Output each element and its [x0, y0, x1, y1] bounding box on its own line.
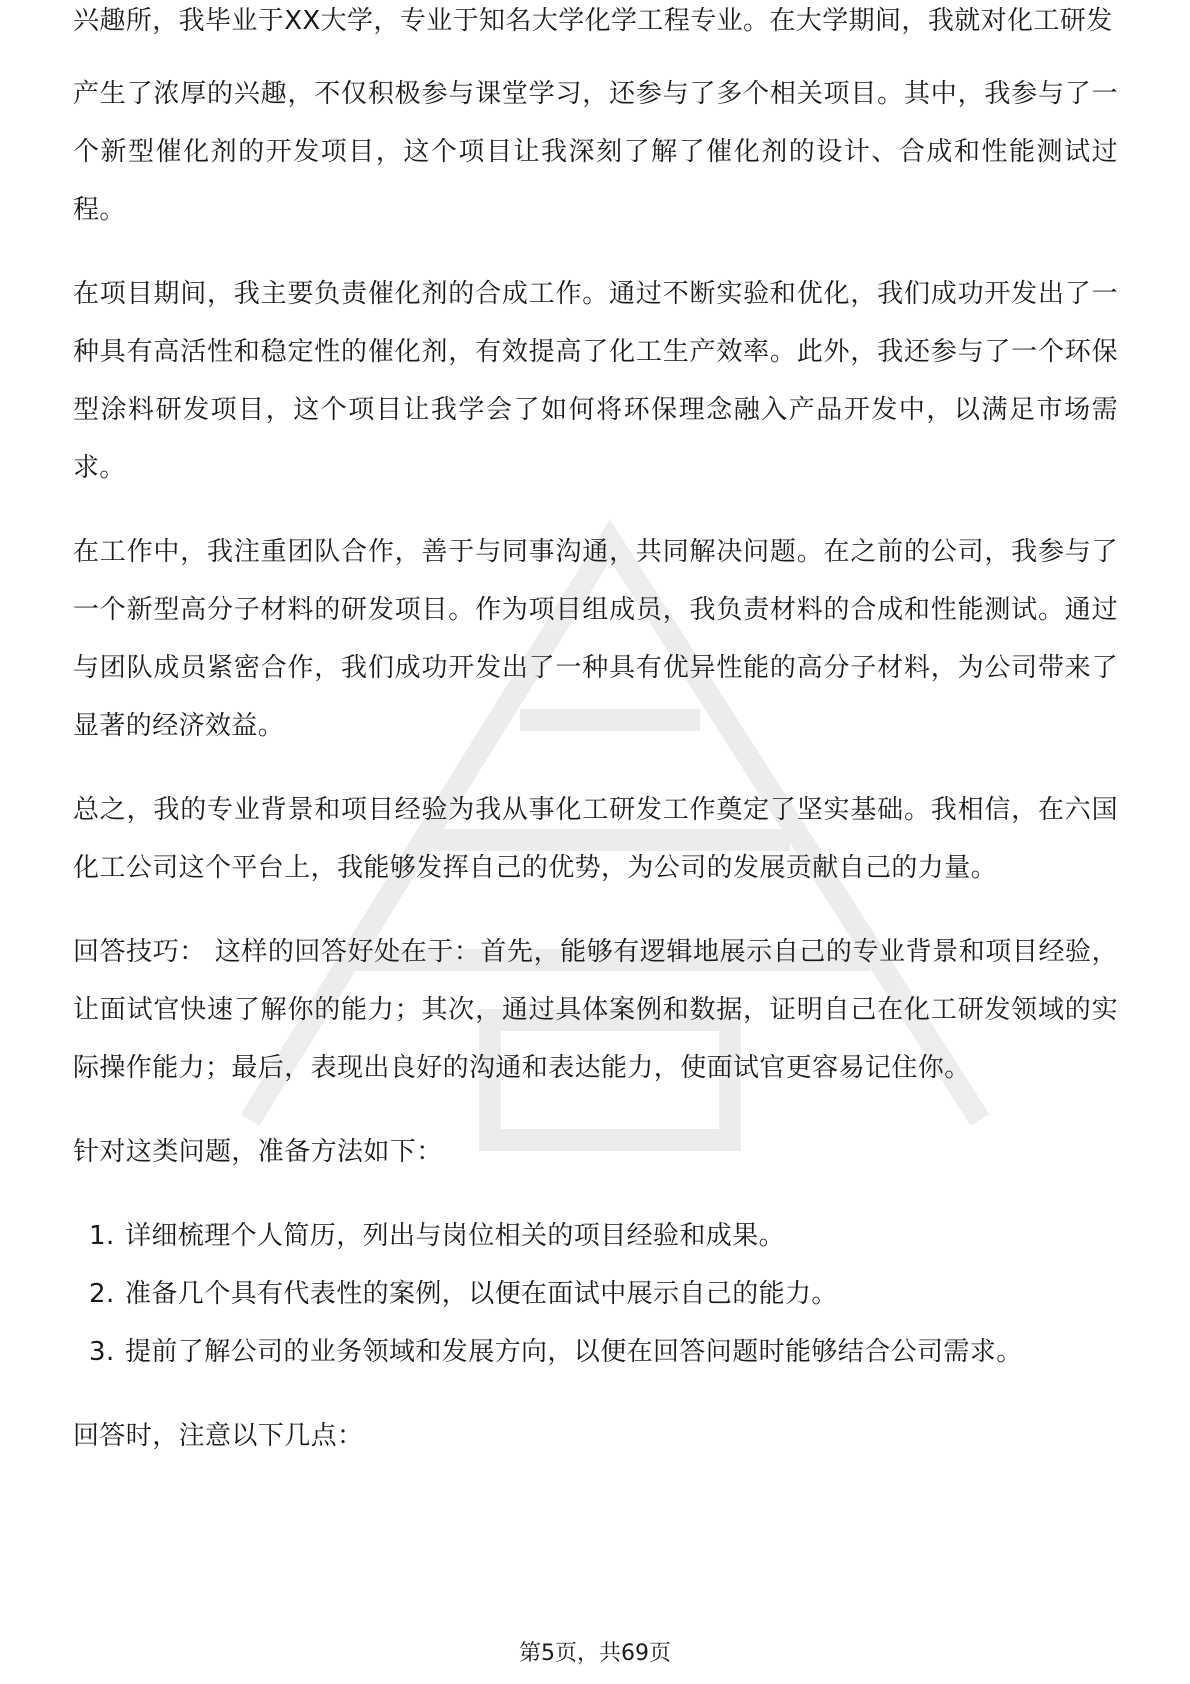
answer-tips-paragraph: 回答技巧： 这样的回答好处在于：首先，能够有逻辑地展示自己的专业背景和项目经验，让面试官快速了解你的能力；其次，通过具体案例和数据，证明自己在化工研发领域的实际操作能力；最后，表现出良好的沟通和表达能力，使面试官更容易记住你。	[73, 937, 1118, 1083]
partial-top-line	[73, 0, 1118, 39]
prep-list	[73, 1207, 1118, 1381]
list-item-text: 准备几个具有代表性的案例，以便在面试中展示自己的能力。	[125, 1279, 838, 1309]
partial-paragraph-text: 兴趣所，我毕业于XX大学，专业于知名大学化学工程专业。在大学期间，我就对化工研发	[73, 6, 1113, 36]
closing-line: 回答时，注意以下几点：	[73, 1421, 364, 1451]
paragraph: 在工作中，我注重团队合作，善于与同事沟通，共同解决问题。在之前的公司，我参与了一个新型高分子材料的研发项目。作为项目组成员，我负责材料的合成和性能测试。通过与团队成员紧密合作，我们成功开发出了一种具有优异性能的高分子材料，为公司带来了显著的经济效益。	[73, 537, 1118, 741]
list-item	[73, 1265, 1118, 1323]
list-item	[73, 1207, 1118, 1265]
list-item-number: 3.	[89, 1337, 115, 1367]
list-item	[73, 1323, 1118, 1381]
prep-intro: 针对这类问题，准备方法如下：	[73, 1137, 443, 1167]
paragraph: 产生了浓厚的兴趣，不仅积极参与课堂学习，还参与了多个相关项目。其中，我参与了一个新型催化剂的开发项目，这个项目让我深刻了解了催化剂的设计、合成和性能测试过程。	[73, 79, 1118, 225]
paragraph: 在项目期间，我主要负责催化剂的合成工作。通过不断实验和优化，我们成功开发出了一种具有高活性和稳定性的催化剂，有效提高了化工生产效率。此外，我还参与了一个环保型涂料研发项目，这个项目让我学会了如何将环保理念融入产品开发中，以满足市场需求。	[73, 279, 1118, 483]
list-item-text: 提前了解公司的业务领域和发展方向，以便在回答问题时能够结合公司需求。	[125, 1337, 1023, 1367]
list-item-number: 2.	[89, 1279, 115, 1309]
list-item-number: 1.	[89, 1221, 115, 1251]
paragraph: 总之，我的专业背景和项目经验为我从事化工研发工作奠定了坚实基础。我相信，在六国化工公司这个平台上，我能够发挥自己的优势，为公司的发展贡献自己的力量。	[73, 795, 1118, 883]
document-body	[73, 6, 1118, 1491]
page-number-footer: 第5页，共69页	[519, 1641, 671, 1666]
list-item-text: 详细梳理个人简历，列出与岗位相关的项目经验和成果。	[125, 1221, 786, 1251]
